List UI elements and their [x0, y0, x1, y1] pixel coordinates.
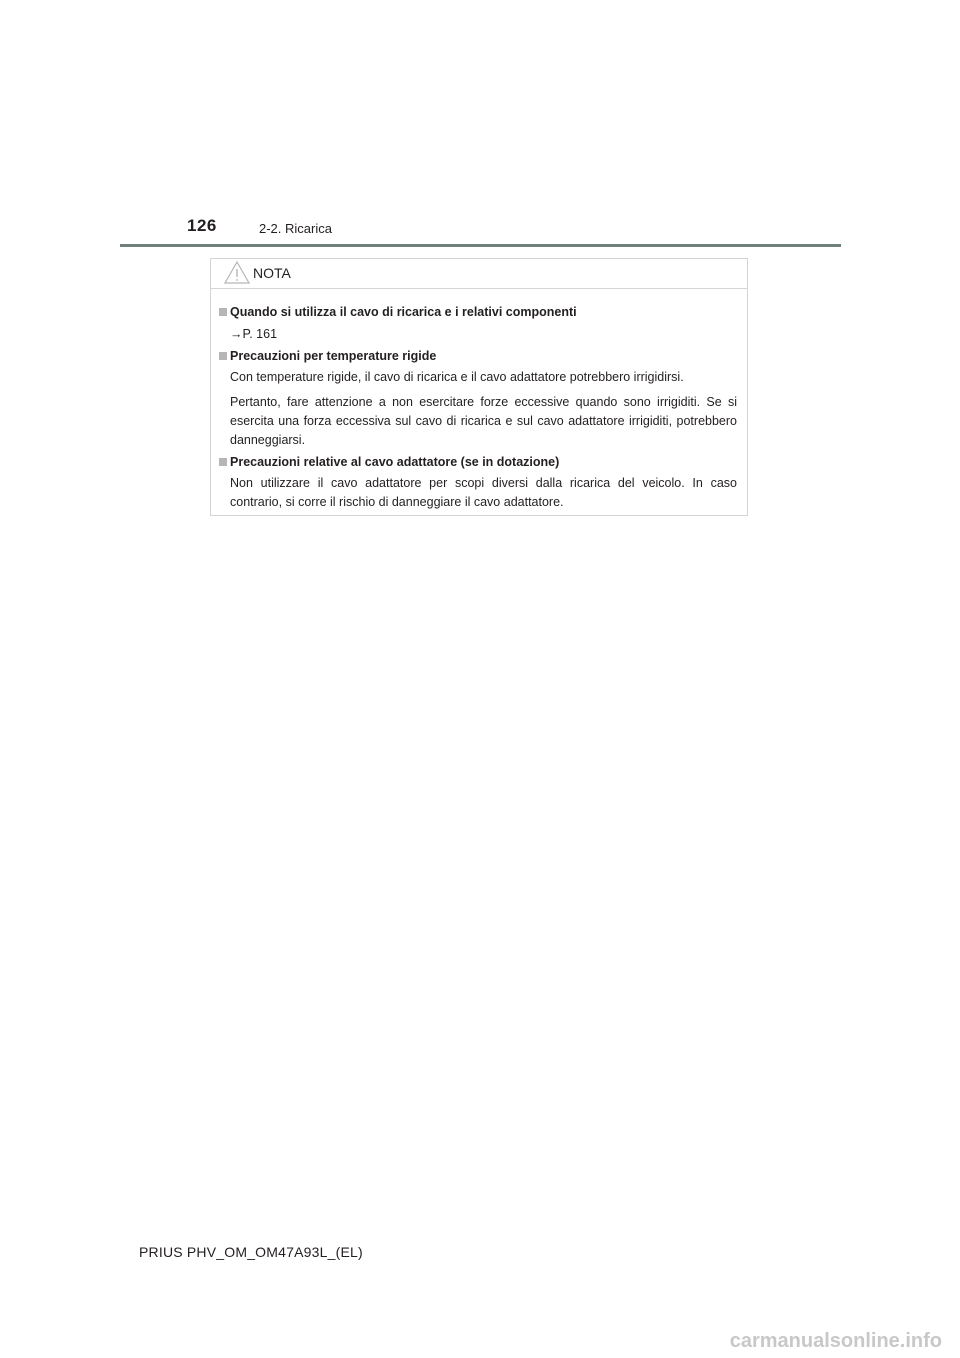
notice-body: [211, 289, 747, 512]
item-heading: [219, 453, 737, 472]
bullet-square-icon: [219, 458, 227, 466]
item-heading-text: Quando si utilizza il cavo di ricarica e i relativi componenti: [230, 305, 577, 319]
item-heading: [219, 347, 737, 366]
item-paragraph: Con temperature rigide, il cavo di ricarica e il cavo adattatore potrebbero irrigidirsi.: [230, 370, 684, 384]
notice-box: [210, 258, 748, 516]
bullet-square-icon: [219, 352, 227, 360]
watermark: carmanualsonline.info: [729, 1330, 942, 1352]
item-paragraph: Non utilizzare il cavo adattatore per scopi diversi dalla ricarica del veicolo. In caso contrario, si corre il rischio di danneggiare il cavo adattatore.: [230, 476, 737, 509]
header-rule: [120, 244, 841, 247]
section-title: 2-2. Ricarica: [259, 221, 332, 236]
footer-document-id: PRIUS PHV_OM_OM47A93L_(EL): [139, 1244, 363, 1260]
bullet-square-icon: [219, 308, 227, 316]
item-heading: [219, 303, 737, 322]
page-number: 126: [187, 216, 217, 235]
warning-triangle-icon: [224, 260, 250, 284]
notice-header: [211, 259, 747, 289]
notice-title: NOTA: [253, 265, 291, 281]
item-heading-text: Precauzioni relative al cavo adattatore (se in dotazione): [230, 455, 560, 469]
page-reference: →P. 161: [230, 327, 278, 341]
item-paragraph: Pertanto, fare attenzione a non esercitare forze eccessive quando sono irrigiditi. Se si esercita una forza eccessiva sul cavo di ricarica e sul cavo adattatore irrigiditi, potrebbero danneggiarsi.: [230, 395, 737, 447]
item-heading-text: Precauzioni per temperature rigide: [230, 349, 437, 363]
